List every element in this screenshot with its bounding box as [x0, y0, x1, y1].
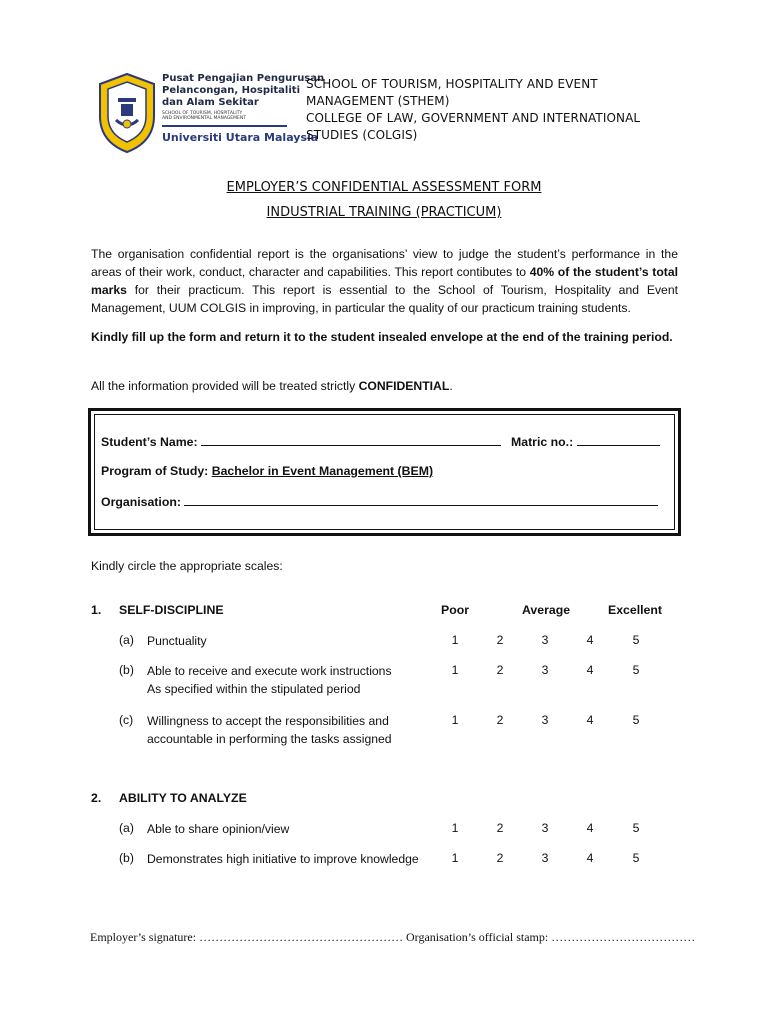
school-line3: COLLEGE OF LAW, GOVERNMENT AND INTERNATIONAL	[306, 111, 641, 125]
item-letter: (a)	[119, 821, 134, 835]
score-option[interactable]: 2	[496, 851, 504, 865]
item-letter: (a)	[119, 633, 134, 647]
score-option[interactable]: 5	[632, 663, 640, 677]
uni-school-en-line1: SCHOOL OF TOURISM, HOSPITALITY	[162, 111, 243, 116]
student-name-row	[101, 434, 501, 449]
program-label: Program of Study:	[101, 464, 209, 478]
scale-poor: Poor	[441, 603, 470, 617]
score-option[interactable]: 3	[541, 633, 549, 647]
item-letter: (b)	[119, 663, 134, 677]
score-option[interactable]: 3	[541, 713, 549, 727]
program-row	[101, 464, 433, 478]
score-option[interactable]: 4	[586, 821, 594, 835]
student-name-label: Student’s Name:	[101, 435, 198, 449]
score-option[interactable]: 5	[632, 633, 640, 647]
score-option[interactable]: 2	[496, 663, 504, 677]
section-title: ABILITY TO ANALYZE	[119, 791, 247, 805]
return-instruction: Kindly fill up the form and return it to the student insealed envelope at the end of the training period.	[91, 330, 673, 344]
score-option[interactable]: 1	[451, 821, 459, 835]
item-line: Able to share opinion/view	[147, 822, 290, 836]
score-option[interactable]: 3	[541, 851, 549, 865]
score-option[interactable]: 1	[451, 713, 459, 727]
score-option[interactable]: 1	[451, 633, 459, 647]
score-option[interactable]: 5	[632, 821, 640, 835]
score-option[interactable]: 2	[496, 633, 504, 647]
school-line2: MANAGEMENT (STHEM)	[306, 94, 450, 108]
confidential-period: .	[449, 379, 453, 393]
score-option[interactable]: 4	[586, 663, 594, 677]
school-line4: STUDIES (COLGIS)	[306, 128, 418, 142]
matric-field[interactable]	[577, 434, 660, 446]
section-number: 1.	[91, 603, 102, 617]
uni-school-line3: dan Alam Sekitar	[162, 97, 259, 108]
item-line: Able to receive and execute work instructions	[147, 664, 392, 678]
uni-school-en-line2: AND ENVIRONMENTAL MANAGEMENT	[162, 116, 246, 121]
score-option[interactable]: 3	[541, 821, 549, 835]
student-name-field[interactable]	[201, 434, 501, 446]
scale-excellent: Excellent	[608, 603, 662, 617]
item-text	[147, 820, 437, 838]
score-option[interactable]: 4	[586, 633, 594, 647]
item-line: As specified within the stipulated period	[147, 682, 361, 696]
school-line1: SCHOOL OF TOURISM, HOSPITALITY AND EVENT	[306, 77, 598, 91]
item-line: Punctuality	[147, 634, 207, 648]
form-title: EMPLOYER’S CONFIDENTIAL ASSESSMENT FORM	[226, 180, 542, 195]
organisation-row	[101, 494, 658, 509]
intro-text-a: The organisation confidential report is the organisations’ view to judge the student’s performance in the areas of their work, conduct, character and capabilities. This report contibutes to	[91, 247, 678, 279]
section-title: SELF-DISCIPLINE	[119, 603, 224, 617]
score-option[interactable]: 2	[496, 821, 504, 835]
confidential-bold: CONFIDENTIAL	[358, 379, 450, 393]
program-value: Bachelor in Event Management (BEM)	[211, 464, 434, 478]
score-option[interactable]: 4	[586, 713, 594, 727]
score-option[interactable]: 3	[541, 663, 549, 677]
organisation-field[interactable]	[184, 494, 658, 506]
university-logo	[96, 72, 158, 154]
score-option[interactable]: 2	[496, 713, 504, 727]
matric-label: Matric no.:	[511, 435, 574, 449]
employer-signature[interactable]: Employer’s signature: ……………………………………………	[90, 930, 404, 944]
confidential-note	[91, 377, 678, 395]
score-option[interactable]: 1	[451, 663, 459, 677]
score-option[interactable]: 4	[586, 851, 594, 865]
item-letter: (b)	[119, 851, 134, 865]
item-letter: (c)	[119, 713, 134, 727]
score-option[interactable]: 1	[451, 851, 459, 865]
item-text	[147, 850, 447, 868]
scale-average: Average	[522, 603, 571, 617]
organisation-stamp[interactable]: Organisation’s official stamp: ………………………………	[406, 930, 696, 944]
score-option[interactable]: 5	[632, 851, 640, 865]
item-text	[147, 662, 437, 698]
intro-paragraph	[91, 245, 678, 317]
score-option[interactable]: 5	[632, 713, 640, 727]
form-subtitle: INDUSTRIAL TRAINING (PRACTICUM)	[266, 205, 502, 220]
uni-school-line2: Pelancongan, Hospitaliti	[162, 85, 300, 96]
confidential-text: All the information provided will be treated strictly	[91, 379, 359, 393]
organisation-label: Organisation:	[101, 495, 181, 509]
section-number: 2.	[91, 791, 102, 805]
intro-text-bold: 40% of the student’s total marks	[91, 265, 678, 297]
item-text	[147, 632, 437, 650]
matric-row	[511, 434, 660, 449]
item-text	[147, 712, 437, 748]
scale-instruction: Kindly circle the appropriate scales:	[91, 559, 283, 573]
uni-school-line1: Pusat Pengajian Pengurusan	[162, 73, 325, 84]
intro-text-b: for their practicum. This report is essential to the School of Tourism, Hospitality and Event Management, UUM COLGIS in improving, in particular the quality of our practicum training students.	[91, 283, 678, 315]
item-line: Willingness to accept the responsibilities and	[147, 714, 389, 728]
header-rule	[162, 125, 287, 127]
university-name: Universiti Utara Malaysia	[162, 131, 319, 144]
item-line: accountable in performing the tasks assigned	[147, 732, 392, 746]
item-line: Demonstrates high initiative to improve knowledge	[147, 852, 419, 866]
